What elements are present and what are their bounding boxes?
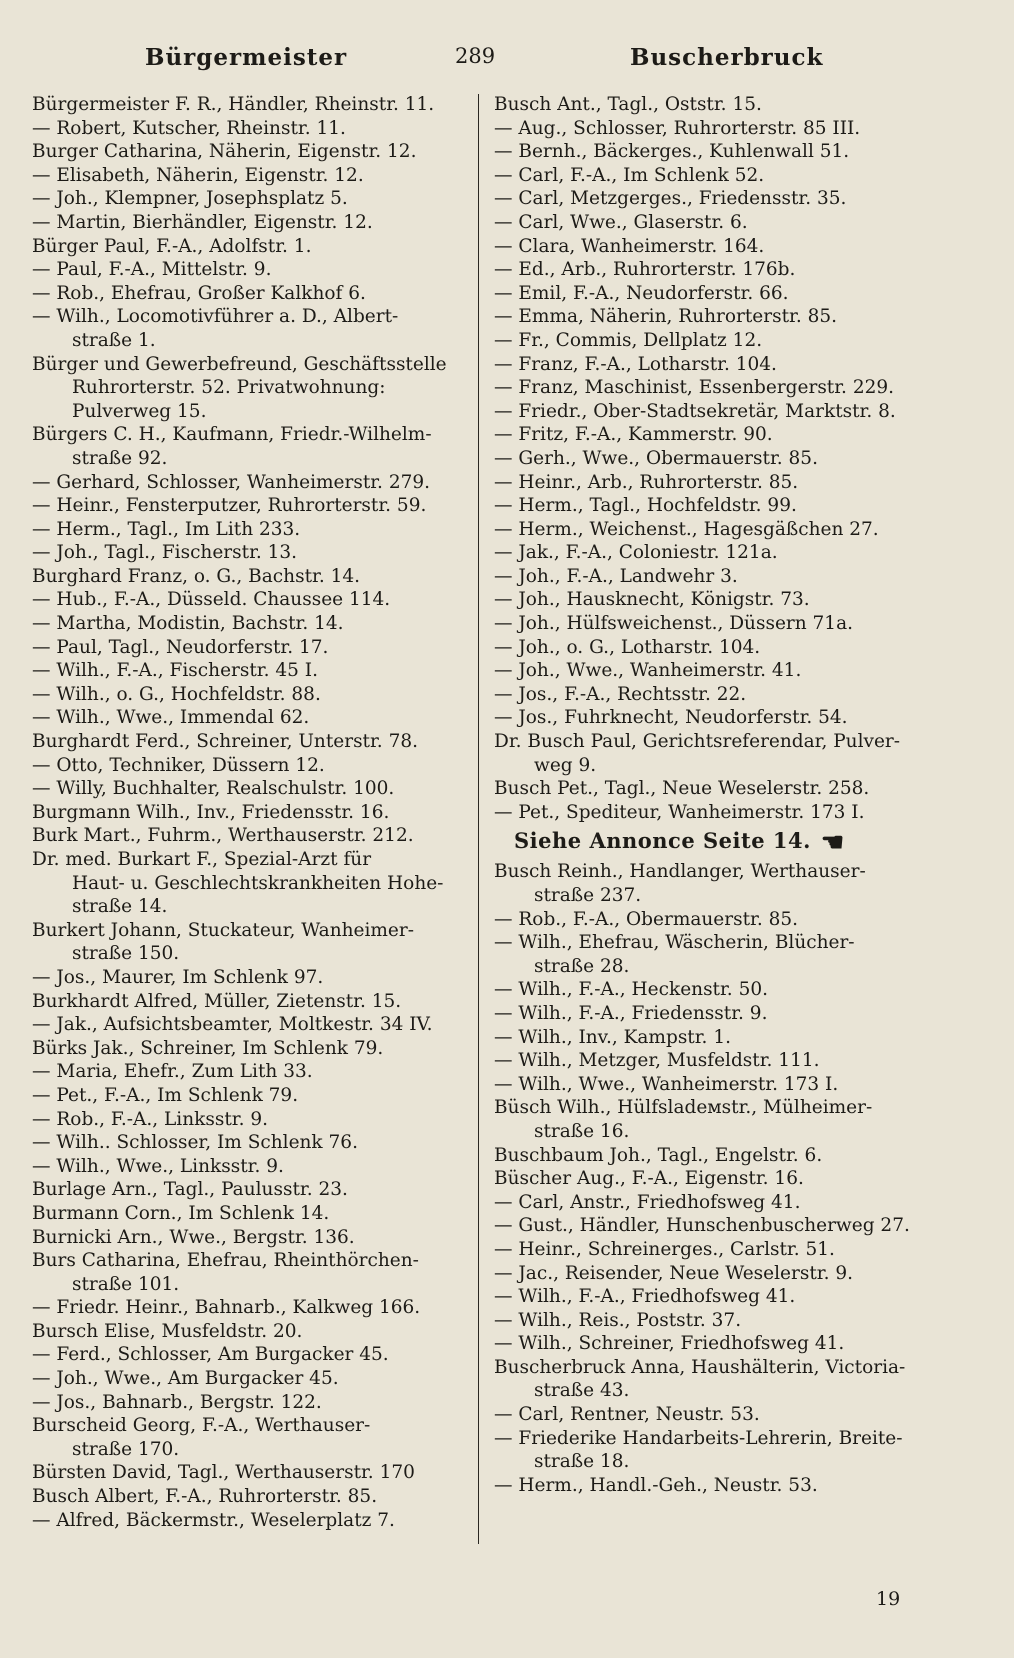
entry-line: — Emma, Näherin, Ruhrorterstr. 85.	[494, 306, 838, 328]
entry-continuation-line: straße 92.	[72, 447, 168, 469]
entry-line: — Wilh., F.-A., Fischerstr. 45 I.	[32, 660, 318, 682]
entry-line: — Wilh., Reis., Poststr. 37.	[494, 1309, 742, 1331]
entry-line: — Wilh., o. G., Hochfeldstr. 88.	[32, 683, 321, 705]
entry-line: — Willy, Buchhalter, Realschulstr. 100.	[32, 778, 395, 800]
directory-entry	[494, 140, 930, 164]
directory-entry	[32, 93, 460, 117]
entry-line: — Gust., Händler, Hunschenbuscherweg 27.	[494, 1215, 910, 1237]
directory-entry	[32, 518, 460, 542]
entry-line: — Paul, F.-A., Mittelstr. 9.	[32, 259, 272, 281]
entry-line: — Jos., Fuhrknecht, Neudorferstr. 54.	[494, 707, 848, 729]
directory-entry	[494, 636, 930, 660]
directory-entry	[32, 565, 460, 589]
entry-line: — Heinr., Fensterputzer, Ruhrorterstr. 59.	[32, 495, 427, 517]
entry-line: — Maria, Ehefr., Zum Lith 33.	[32, 1061, 313, 1083]
entry-continuation-line: weg 9.	[534, 754, 597, 776]
entry-line: — Jos., F.-A., Rechtsstr. 22.	[494, 683, 747, 705]
entry-line: — Rob., F.-A., Linksstr. 9.	[32, 1108, 268, 1130]
entry-line: Burghardt Ferd., Schreiner, Unterstr. 78.	[32, 731, 418, 753]
directory-entry	[32, 282, 460, 306]
directory-entry	[494, 1474, 930, 1498]
entry-line: — Franz, Maschinist, Essenbergerstr. 229.	[494, 377, 895, 399]
directory-entry	[494, 860, 930, 907]
entry-line: — Bernh., Bäckerges., Kuhlenwall 51.	[494, 141, 850, 163]
entry-line: — Franz, F.-A., Lotharstr. 104.	[494, 353, 777, 375]
directory-entry	[494, 1073, 930, 1097]
directory-entry	[32, 1509, 460, 1533]
directory-entry	[494, 518, 930, 542]
entry-continuation-line: Ruhrorterstr. 52. Privatwohnung:	[72, 377, 386, 399]
entry-line: Büsch Wilh., Hülfsladемstr., Mülheimer-	[494, 1097, 873, 1119]
entry-continuation-line: straße 237.	[534, 885, 642, 906]
entry-line: — Herm., Handl.-Geh., Neustr. 53.	[494, 1474, 818, 1496]
entry-continuation-line: straße 1.	[72, 329, 156, 351]
directory-entry	[32, 1084, 460, 1108]
entry-line: — Carl, Metzgerges., Friedensstr. 35.	[494, 188, 847, 210]
directory-entry	[32, 164, 460, 188]
entry-line: — Pet., Spediteur, Wanheimerstr. 173 I.	[494, 801, 865, 823]
entry-line: — Emil, F.-A., Neudorferstr. 66.	[494, 282, 789, 304]
directory-entry	[32, 1391, 460, 1415]
entry-continuation-line: Pulverweg 15.	[72, 400, 207, 422]
directory-entry	[494, 400, 930, 424]
footer-page-number: 19	[876, 1588, 901, 1610]
entry-line: — Wilh., Wwe., Wanheimerstr. 173 I.	[494, 1073, 839, 1095]
directory-entry	[32, 1013, 460, 1037]
directory-entry	[32, 636, 460, 660]
entry-continuation-line: straße 14.	[72, 896, 168, 918]
entry-line: Burmann Corn., Im Schlenk 14.	[32, 1202, 330, 1224]
entry-line: Burscheid Georg, F.-A., Werthauser-	[32, 1415, 371, 1437]
directory-entry	[32, 1343, 460, 1367]
directory-entry	[32, 588, 460, 612]
entry-line: Burkhardt Alfred, Müller, Zietenstr. 15.	[32, 990, 402, 1012]
entry-line: — Gerhard, Schlosser, Wanheimerstr. 279.	[32, 471, 431, 493]
directory-entry	[32, 1131, 460, 1155]
pointing-hand-icon: ☚	[820, 828, 845, 859]
directory-entry	[32, 801, 460, 825]
entry-line: — Joh., Wwe., Am Burgacker 45.	[32, 1368, 339, 1390]
directory-entry	[32, 990, 460, 1014]
entry-line: Buschbaum Joh., Tagl., Engelstr. 6.	[494, 1144, 823, 1166]
left-column	[32, 93, 460, 1532]
entry-line: — Joh., o. G., Lotharstr. 104.	[494, 636, 761, 658]
entry-line: — Wilh., Schreiner, Friedhofsweg 41.	[494, 1333, 845, 1355]
directory-entry	[32, 1037, 460, 1061]
entry-continuation-line: straße 170.	[72, 1438, 180, 1460]
entry-line: — Hub., F.-A., Düsseld. Chaussee 114.	[32, 589, 391, 611]
directory-entry	[32, 471, 460, 495]
entry-line: — Carl, Wwe., Glaserstr. 6.	[494, 211, 748, 233]
entry-line: — Wilh., Metzger, Musfeldstr. 111.	[494, 1050, 820, 1072]
directory-entry	[32, 541, 460, 565]
directory-entry	[494, 258, 930, 282]
page-header	[30, 40, 980, 76]
directory-entry	[32, 1367, 460, 1391]
directory-entry	[494, 187, 930, 211]
entry-line: Burk Mart., Fuhrm., Werthauserstr. 212.	[32, 825, 414, 847]
header-page-number: 289	[455, 44, 496, 68]
directory-entry	[32, 235, 460, 259]
entry-line: Dr. Busch Paul, Gerichtsreferendar, Pulver-	[494, 731, 901, 753]
entry-line: Busch Pet., Tagl., Neue Weselerstr. 258.	[494, 778, 870, 800]
directory-entry	[494, 612, 930, 636]
column-divider	[478, 94, 479, 1544]
entry-line: Burkert Johann, Stuckateur, Wanheimer-	[32, 919, 414, 941]
entry-line: Busch Ant., Tagl., Oststr. 15.	[494, 94, 762, 115]
entry-continuation-line: straße 150.	[72, 943, 180, 965]
entry-line: — Joh., Hülfsweichenst., Düssern 71a.	[494, 613, 853, 635]
entry-line: — Heinr., Arb., Ruhrorterstr. 85.	[494, 471, 799, 493]
entry-continuation-line: Haut- u. Geschlechtskrankheiten Hohe-	[72, 872, 444, 894]
directory-entry	[32, 305, 460, 352]
entry-line: — Robert, Kutscher, Rheinstr. 11.	[32, 117, 346, 139]
directory-entry	[494, 1262, 930, 1286]
entry-line: — Elisabeth, Näherin, Eigenstr. 12.	[32, 164, 364, 186]
entry-line: — Wilh., Inv., Kampstr. 1.	[494, 1026, 731, 1048]
directory-entry	[494, 1238, 930, 1262]
directory-entry	[32, 683, 460, 707]
directory-entry	[494, 777, 930, 801]
directory-entry	[494, 565, 930, 589]
directory-entry	[494, 1096, 930, 1143]
annonce-text: Siehe Annonce Seite 14.	[514, 828, 811, 854]
entry-line: — Jak., Aufsichtsbeamter, Moltkestr. 34 IV.	[32, 1014, 433, 1036]
directory-entry	[32, 1485, 460, 1509]
entry-line: — Carl, Rentner, Neustr. 53.	[494, 1404, 760, 1426]
directory-entry	[494, 683, 930, 707]
directory-entry	[494, 211, 930, 235]
entry-line: — Friedr., Ober-Stadtsekretär, Marktstr. 8.	[494, 400, 896, 422]
entry-line: Busch Albert, F.-A., Ruhrorterstr. 85.	[32, 1486, 378, 1508]
directory-entry	[494, 978, 930, 1002]
entry-line: — Carl, Anstr., Friedhofsweg 41.	[494, 1191, 801, 1213]
entry-line: Burghard Franz, o. G., Bachstr. 14.	[32, 565, 360, 587]
entry-continuation-line: straße 16.	[534, 1120, 630, 1142]
entry-line: — Joh., Klempner, Josephsplatz 5.	[32, 188, 348, 210]
directory-entry	[494, 1214, 930, 1238]
directory-entry	[494, 908, 930, 932]
directory-entry	[32, 1461, 460, 1485]
directory-entry	[494, 117, 930, 141]
directory-entry	[32, 612, 460, 636]
directory-entry	[494, 1167, 930, 1191]
directory-entry	[32, 1414, 460, 1461]
directory-entry	[494, 423, 930, 447]
entry-line: — Wilh.. Schlosser, Im Schlenk 76.	[32, 1132, 358, 1154]
directory-entry	[32, 706, 460, 730]
directory-entry	[494, 1144, 930, 1168]
directory-entry	[494, 730, 930, 777]
directory-entry	[494, 93, 930, 117]
directory-entry	[32, 494, 460, 518]
entry-line: — Wilh., F.-A., Friedhofsweg 41.	[494, 1286, 796, 1308]
right-column-entries-b	[494, 860, 930, 1497]
entry-line: — Herm., Tagl., Im Lith 233.	[32, 518, 301, 540]
right-column-entries-a	[494, 93, 930, 824]
entry-line: Bursch Elise, Musfeldstr. 20.	[32, 1320, 303, 1342]
entry-line: — Joh., F.-A., Landwehr 3.	[494, 565, 738, 587]
directory-entry	[32, 1296, 460, 1320]
directory-entry	[494, 282, 930, 306]
header-left-keyword: Bürgermeister	[145, 44, 348, 71]
directory-entry	[494, 164, 930, 188]
directory-entry	[494, 305, 930, 329]
directory-entry	[494, 1285, 930, 1309]
entry-line: — Pet., F.-A., Im Schlenk 79.	[32, 1084, 299, 1106]
directory-entry	[32, 1202, 460, 1226]
entry-line: — Rob., F.-A., Obermauerstr. 85.	[494, 908, 799, 930]
entry-continuation-line: straße 18.	[534, 1451, 630, 1473]
entry-line: Busch Reinh., Handlanger, Werthauser-	[494, 861, 866, 883]
directory-entry	[32, 1249, 460, 1296]
entry-line: — Wilh., Locomotivführer a. D., Albert-	[32, 306, 399, 328]
directory-entry	[32, 117, 460, 141]
directory-entry	[32, 423, 460, 470]
entry-line: — Fr., Commis, Dellplatz 12.	[494, 329, 763, 351]
entry-continuation-line: straße 43.	[534, 1380, 630, 1402]
header-right-keyword: Buscherbruck	[630, 44, 824, 71]
entry-line: Büscher Aug., F.-A., Eigenstr. 16.	[494, 1168, 804, 1190]
entry-line: — Friedr. Heinr., Bahnarb., Kalkweg 166.	[32, 1297, 421, 1319]
entry-line: — Rob., Ehefrau, Großer Kalkhof 6.	[32, 282, 366, 304]
entry-line: Bürgers C. H., Kaufmann, Friedr.-Wilhelm-	[32, 424, 432, 446]
directory-entry	[32, 1060, 460, 1084]
entry-line: — Carl, F.-A., Im Schlenk 52.	[494, 164, 765, 186]
directory-entry	[32, 966, 460, 990]
entry-line: — Herm., Weichenst., Hagesgäßchen 27.	[494, 518, 879, 540]
entry-line: — Clara, Wanheimerstr. 164.	[494, 235, 765, 257]
entry-line: — Jak., F.-A., Coloniestr. 121a.	[494, 542, 778, 564]
directory-entry	[494, 1332, 930, 1356]
directory-entry	[32, 777, 460, 801]
right-column	[494, 93, 930, 1497]
directory-entry	[32, 659, 460, 683]
entry-line: — Paul, Tagl., Neudorferstr. 17.	[32, 636, 329, 658]
directory-entry	[32, 258, 460, 282]
entry-line: Dr. med. Burkart F., Spezial-Arzt für	[32, 849, 372, 870]
directory-entry	[32, 187, 460, 211]
entry-line: — Martha, Modistin, Bachstr. 14.	[32, 613, 344, 635]
entry-line: Burlage Arn., Tagl., Paulusstr. 23.	[32, 1179, 348, 1201]
directory-entry	[494, 801, 930, 825]
entry-line: — Joh., Hausknecht, Königstr. 73.	[494, 589, 810, 611]
entry-line: Burnicki Arn., Wwe., Bergstr. 136.	[32, 1226, 355, 1248]
entry-line: — Jos., Bahnarb., Bergstr. 122.	[32, 1391, 322, 1413]
entry-line: — Wilh., Ehefrau, Wäscherin, Blücher-	[494, 932, 855, 954]
entry-line: — Aug., Schlosser, Ruhrorterstr. 85 III.	[494, 117, 861, 139]
entry-line: — Joh., Wwe., Wanheimerstr. 41.	[494, 660, 802, 682]
directory-entry	[494, 447, 930, 471]
directory-entry	[494, 1191, 930, 1215]
entry-line: Bürgermeister F. R., Händler, Rheinstr. 11.	[32, 94, 435, 115]
entry-line: — Friederike Handarbeits-Lehrerin, Breite-	[494, 1427, 903, 1449]
annonce-note	[494, 824, 930, 860]
directory-entry	[32, 211, 460, 235]
directory-entry	[494, 659, 930, 683]
directory-entry	[494, 1356, 930, 1403]
entry-continuation-line: straße 101.	[72, 1273, 180, 1295]
directory-entry	[494, 353, 930, 377]
directory-entry	[32, 1108, 460, 1132]
entry-line: — Alfred, Bäckermstr., Weselerplatz 7.	[32, 1509, 395, 1531]
entry-line: — Jac., Reisender, Neue Weselerstr. 9.	[494, 1262, 853, 1284]
entry-line: — Wilh., F.-A., Heckenstr. 50.	[494, 979, 768, 1001]
directory-entry	[494, 588, 930, 612]
entry-line: — Wilh., Wwe., Immendal 62.	[32, 707, 310, 729]
entry-line: Burs Catharina, Ehefrau, Rheinthörchen-	[32, 1250, 419, 1272]
directory-entry	[494, 494, 930, 518]
directory-entry	[32, 1320, 460, 1344]
directory-entry	[494, 1026, 930, 1050]
entry-line: — Heinr., Schreinerges., Carlstr. 51.	[494, 1238, 835, 1260]
directory-entry	[32, 353, 460, 424]
directory-entry	[494, 541, 930, 565]
entry-line: Burger Catharina, Näherin, Eigenstr. 12.	[32, 141, 417, 163]
entry-line: — Joh., Tagl., Fischerstr. 13.	[32, 542, 298, 564]
directory-entry	[494, 1002, 930, 1026]
entry-line: — Gerh., Wwe., Obermauerstr. 85.	[494, 447, 818, 469]
entry-line: — Herm., Tagl., Hochfeldstr. 99.	[494, 495, 797, 517]
entry-line: — Fritz, F.-A., Kammerstr. 90.	[494, 424, 773, 446]
directory-entry	[32, 730, 460, 754]
directory-entry	[494, 931, 930, 978]
directory-entry	[32, 919, 460, 966]
entry-continuation-line: straße 28.	[534, 955, 630, 977]
entry-line: Buscherbruck Anna, Haushälterin, Victoria-	[494, 1356, 906, 1378]
entry-line: Bürger Paul, F.-A., Adolfstr. 1.	[32, 235, 312, 257]
entry-line: Burgmann Wilh., Inv., Friedensstr. 16.	[32, 801, 390, 823]
entry-line: Bürsten David, Tagl., Werthauserstr. 170	[32, 1462, 415, 1484]
entry-line: — Ed., Arb., Ruhrorterstr. 176b.	[494, 259, 796, 281]
directory-entry	[32, 140, 460, 164]
directory-entry	[494, 1427, 930, 1474]
directory-entry	[494, 1403, 930, 1427]
entry-line: — Wilh., F.-A., Friedensstr. 9.	[494, 1002, 768, 1024]
directory-entry	[494, 706, 930, 730]
entry-line: Bürks Jak., Schreiner, Im Schlenk 79.	[32, 1037, 384, 1059]
entry-line: — Jos., Maurer, Im Schlenk 97.	[32, 966, 324, 988]
directory-entry	[494, 376, 930, 400]
entry-line: Bürger und Gewerbefreund, Geschäftsstelle	[32, 353, 447, 375]
directory-entry	[494, 1309, 930, 1333]
directory-entry	[32, 1155, 460, 1179]
directory-entry	[32, 1178, 460, 1202]
directory-entry	[32, 824, 460, 848]
entry-line: — Wilh., Wwe., Linksstr. 9.	[32, 1155, 284, 1177]
entry-line: — Otto, Techniker, Düssern 12.	[32, 754, 325, 776]
directory-entry	[494, 471, 930, 495]
directory-entry	[32, 1226, 460, 1250]
directory-entry	[494, 329, 930, 353]
directory-entry	[494, 1049, 930, 1073]
directory-entry	[32, 848, 460, 919]
entry-line: — Martin, Bierhändler, Eigenstr. 12.	[32, 211, 373, 233]
entry-line: — Ferd., Schlosser, Am Burgacker 45.	[32, 1344, 389, 1366]
directory-entry	[32, 754, 460, 778]
directory-entry	[494, 235, 930, 259]
